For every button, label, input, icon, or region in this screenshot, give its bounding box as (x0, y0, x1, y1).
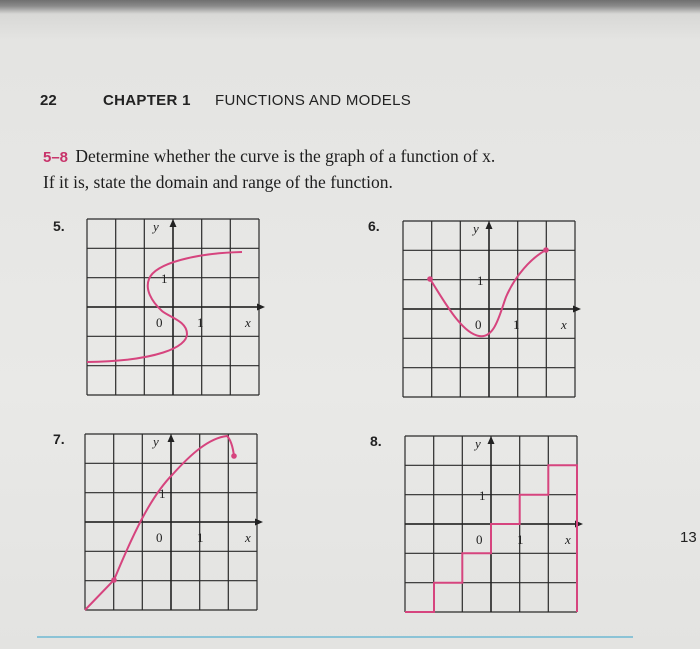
x-tick-label: 1 (197, 530, 204, 545)
chapter-label: CHAPTER 1 (103, 92, 191, 109)
y-tick-label: 1 (479, 488, 486, 503)
origin-label: 0 (476, 532, 483, 547)
y-tick-label: 1 (159, 486, 166, 501)
endpoint-dot (543, 247, 549, 253)
y-axis-label: y (153, 434, 159, 449)
x-axis-arrow (257, 304, 265, 311)
problem-line-1 (43, 144, 643, 170)
problem-label-7: 7. (53, 431, 65, 447)
curve (430, 250, 546, 336)
bottom-rule (37, 636, 633, 638)
y-axis-label: y (153, 219, 159, 234)
curve (85, 436, 234, 610)
x-axis-arrow (573, 306, 581, 313)
y-axis-arrow (170, 219, 177, 227)
problem-label-5: 5. (53, 218, 65, 234)
problem-range: 5–8 (43, 149, 69, 166)
x-axis-label: x (245, 315, 251, 330)
endpoint-dot (427, 276, 433, 282)
x-axis-label: x (245, 530, 251, 545)
problem-statement (43, 144, 643, 194)
x-tick-label: 1 (197, 315, 204, 330)
x-tick-label: 1 (517, 532, 524, 547)
origin-label: 0 (156, 530, 163, 545)
y-axis-arrow (486, 221, 493, 229)
y-axis-arrow (488, 436, 495, 444)
page-number: 22 (40, 92, 57, 109)
problem-label-8: 8. (370, 433, 382, 449)
origin-label: 0 (475, 317, 482, 332)
origin-label: 0 (156, 315, 163, 330)
endpoint-dot (111, 577, 117, 583)
graph-5 (87, 219, 259, 395)
x-axis-arrow (255, 519, 263, 526)
problem-text-2: If it is, state the domain and range of the function. (43, 172, 393, 192)
y-axis-label: y (473, 221, 479, 236)
x-axis-label: x (561, 317, 567, 332)
problem-label-6: 6. (368, 218, 380, 234)
graph-8 (405, 436, 577, 612)
x-axis-label: x (565, 532, 571, 547)
chapter-title: FUNCTIONS AND MODELS (215, 92, 412, 109)
y-axis-label: y (475, 436, 481, 451)
margin-page-number: 13 (680, 529, 697, 546)
y-tick-label: 1 (477, 273, 484, 288)
y-axis-arrow (168, 434, 175, 442)
problem-text-1: Determine whether the curve is the graph of a function of x. (75, 146, 496, 166)
y-tick-label: 1 (161, 271, 168, 286)
endpoint-dot (231, 453, 237, 459)
graph-7 (85, 434, 257, 610)
x-tick-label: 1 (513, 317, 520, 332)
graph-6 (403, 221, 575, 397)
